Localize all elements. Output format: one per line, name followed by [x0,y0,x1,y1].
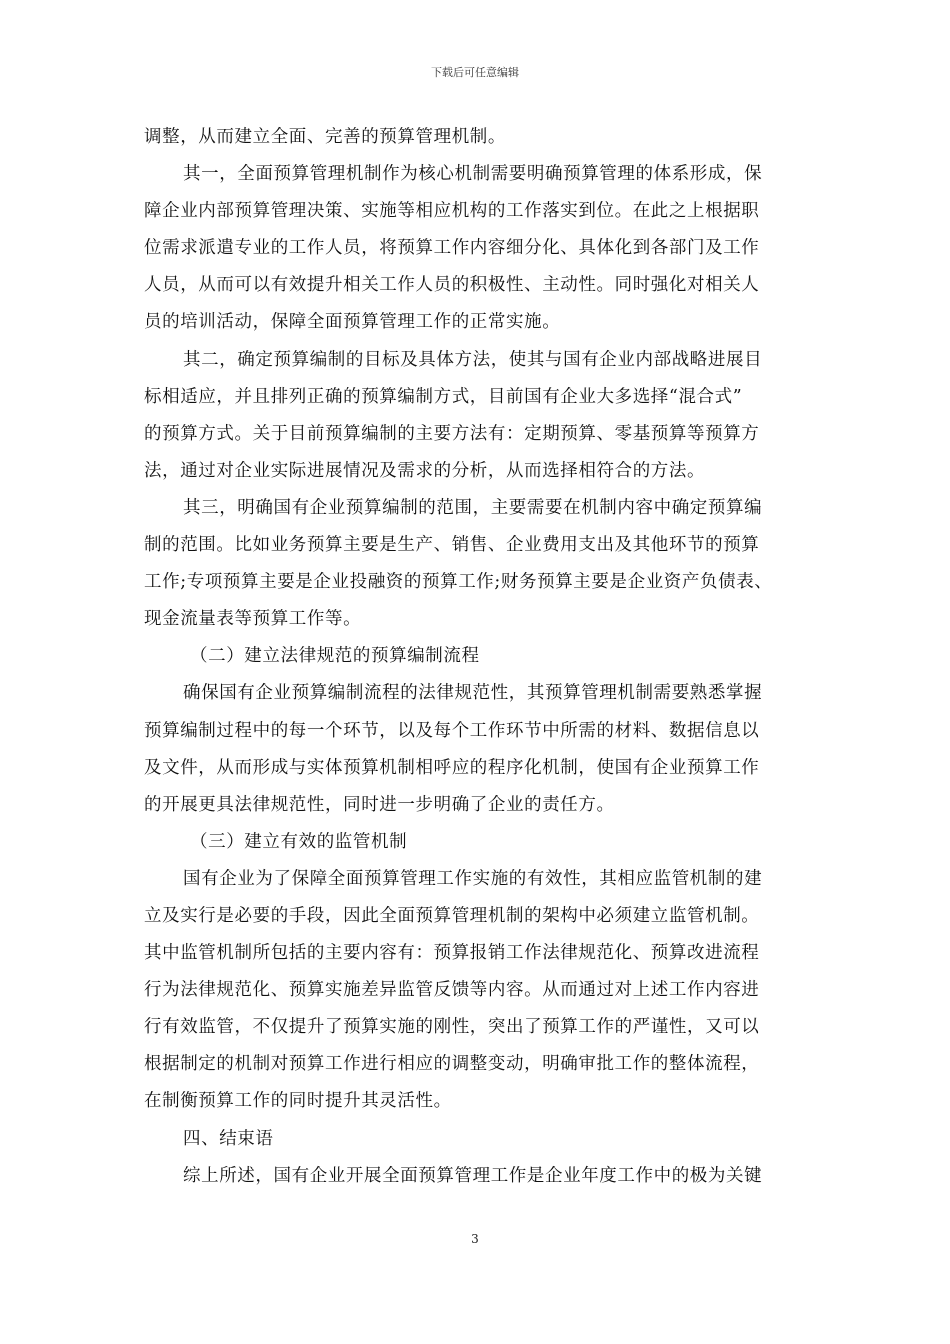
page-header: 下载后可任意编辑 [431,66,519,79]
paragraph-line: 预算编制过程中的每一个环节，以及每个工作环节中所需的材料、数据信息以 [144,720,760,741]
paragraph-line: 法，通过对企业实际进展情况及需求的分析，从而选择相符合的方法。 [144,460,706,481]
section-heading: （二）建立法律规范的预算编制流程 [190,646,480,667]
paragraph-line: 其三，明确国有企业预算编制的范围，主要需要在机制内容中确定预算编 [183,497,763,518]
section-heading: （三）建立有效的监管机制 [190,831,408,852]
paragraph-line: 综上所述，国有企业开展全面预算管理工作是企业年度工作中的极为关键 [183,1165,763,1186]
paragraph-line: 标相适应，并且排列正确的预算编制方式，目前国有企业大多选择“混合式” [144,386,743,407]
paragraph-line: 的预算方式。关于目前预算编制的主要方法有：定期预算、零基预算等预算方 [144,423,760,444]
paragraph-line: 在制衡预算工作的同时提升其灵活性。 [144,1091,452,1112]
paragraph-line: 现金流量表等预算工作等。 [144,609,362,630]
paragraph-line: 员的培训活动，保障全面预算管理工作的正常实施。 [144,312,561,333]
paragraph-line: 其一，全面预算管理机制作为核心机制需要明确预算管理的体系形成，保 [183,164,763,185]
paragraph-line: 行有效监管，不仅提升了预算实施的刚性，突出了预算工作的严谨性，又可以 [144,1017,760,1038]
paragraph-line: 的开展更具法律规范性，同时进一步明确了企业的责任方。 [144,794,615,815]
paragraph-line: 制的范围。比如业务预算主要是生产、销售、企业费用支出及其他环节的预算 [144,535,760,556]
paragraph-line: 其二，确定预算编制的目标及具体方法，使其与国有企业内部战略进展目 [183,349,763,370]
paragraph-line: 其中监管机制所包括的主要内容有：预算报销工作法律规范化、预算改进流程 [144,943,760,964]
section-heading: 四、结束语 [183,1128,274,1149]
paragraph-line: 及文件，从而形成与实体预算机制相呼应的程序化机制，使国有企业预算工作 [144,757,760,778]
paragraph-line: 确保国有企业预算编制流程的法律规范性，其预算管理机制需要熟悉掌握 [183,683,763,704]
paragraph-line: 位需求派遣专业的工作人员，将预算工作内容细分化、具体化到各部门及工作 [144,238,760,259]
paragraph-line: 国有企业为了保障全面预算管理工作实施的有效性，其相应监管机制的建 [183,868,763,889]
document-body [144,119,834,1195]
page-number: 3 [471,1232,479,1246]
paragraph-line: 调整，从而建立全面、完善的预算管理机制。 [144,127,506,147]
paragraph-line: 立及实行是必要的手段，因此全面预算管理机制的架构中必须建立监管机制。 [144,905,760,926]
paragraph-line: 工作;专项预算主要是企业投融资的预算工作;财务预算主要是企业资产负债表、 [144,572,773,593]
paragraph-line: 根据制定的机制对预算工作进行相应的调整变动，明确审批工作的整体流程， [144,1054,760,1075]
paragraph-line: 行为法律规范化、预算实施差异监管反馈等内容。从而通过对上述工作内容进 [144,980,760,1001]
paragraph-line: 障企业内部预算管理决策、实施等相应机构的工作落实到位。在此之上根据职 [144,201,760,222]
paragraph-line: 人员，从而可以有效提升相关工作人员的积极性、主动性。同时强化对相关人 [144,275,760,296]
